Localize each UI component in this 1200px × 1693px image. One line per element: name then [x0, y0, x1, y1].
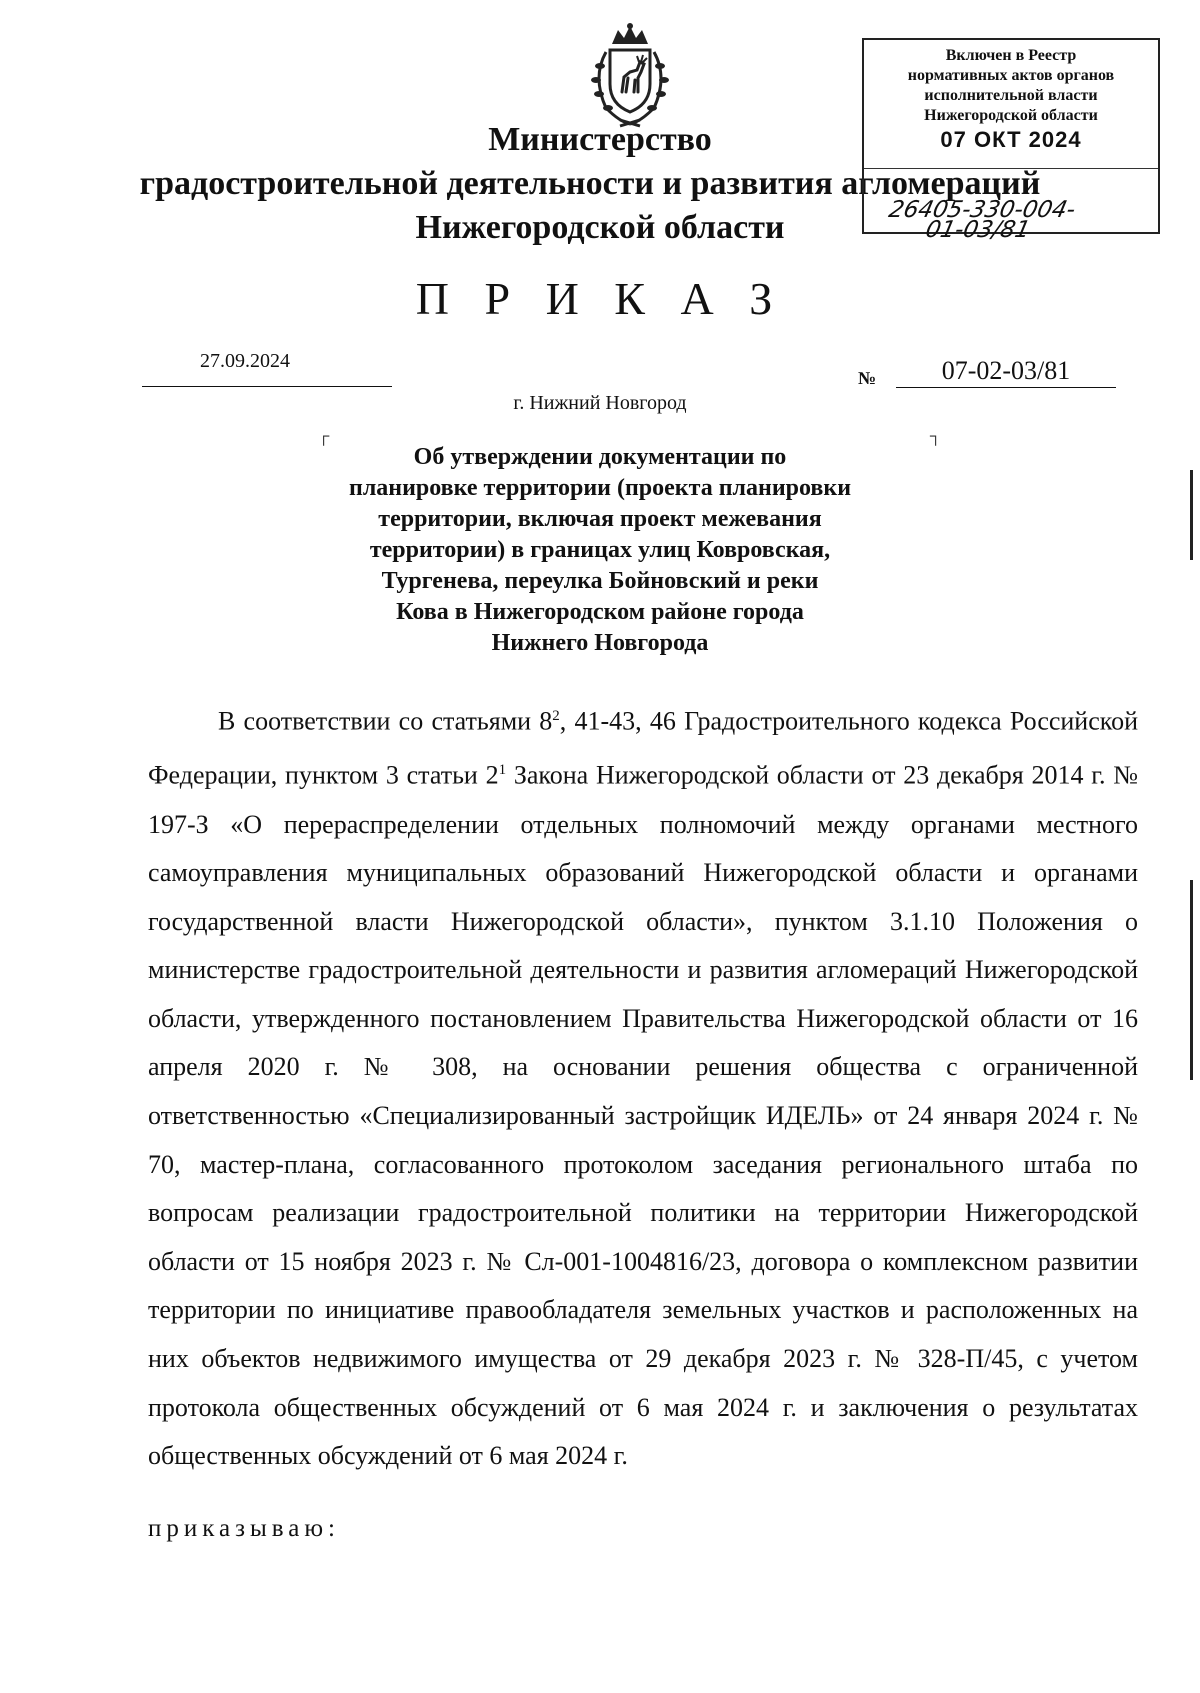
stamp-registration-number: 26405-330-004-01-03/81	[886, 197, 1078, 243]
subject-line: Об утверждении документации по	[413, 444, 787, 470]
body-text: Закона Нижегородской области от 23 декабря 2014 г. № 197-З «О перераспределении отдельных полномочий между органами местного самоуправления муниципальных образований Нижегородской области и органами государственной власти Нижегородской области», пунктом 3.1.10 Положения о министерстве градостроительной деятельности и развития агломераций Нижегородской области, утвержденного постановлением Правительства Нижегородской области от 16 апреля 2020 г. № 308, на основании решения общества с ограниченной ответственностью «Специализированный застройщик ИДЕЛЬ» от 24 января 2024 г. № 70, мастер-плана, согласованного протоколом заседания регионального штаба по вопросам реализации градостроительной политики на территории Нижегородской области от 15 ноября 2023 г. № Сл-001-1004816/23, договора о комплексном развитии территории по инициативе правообладателя земельных участков и расположенных на них объектов недвижимого имущества от 29 декабря 2023 г. № 328-П/45, с учетом протокола общественных обсуждений от 6 мая 2024 г. и заключения о результатах общественных обсуждений от 6 мая 2024 г.	[148, 760, 1138, 1471]
stamp-line2: нормативных актов органов	[907, 67, 1115, 84]
coat-of-arms-emblem	[580, 22, 680, 132]
document-city: г. Нижний Новгород	[513, 392, 687, 414]
stamp-date: 07 ОКТ 2024	[940, 127, 1082, 152]
subject-line: Нижнего Новгорода	[491, 630, 709, 656]
registry-stamp	[862, 38, 1160, 243]
subject-line: территории) в границах улиц Ковровская,	[369, 537, 831, 563]
stamp-divider	[864, 168, 1158, 169]
body-text: В соответствии со статьями 8	[218, 706, 553, 736]
subject-line: территории, включая проект межевания	[378, 506, 822, 532]
stamp-line1: Включен в Реестр	[945, 47, 1077, 64]
subject-line: планировке территории (проекта планировки	[348, 475, 852, 501]
scan-edge-mark	[1190, 880, 1193, 1080]
ministry-name-line2: градостроительной деятельности и развития агломераций	[139, 165, 1041, 202]
stamp-line3: исполнительной власти	[924, 87, 1098, 104]
order-word: приказываю:	[148, 1515, 340, 1542]
body-superscript: 1	[498, 762, 507, 779]
subject-line: Тургенева, переулка Бойновский и реки	[381, 568, 819, 594]
ministry-name-line3: Нижегородской области	[415, 209, 785, 246]
number-underline	[896, 387, 1116, 388]
body-paragraph	[148, 692, 1138, 1481]
document-date: 27.09.2024	[200, 350, 290, 372]
ministry-name-line1: Министерство	[488, 121, 712, 158]
scan-edge-mark	[1190, 470, 1193, 560]
subject-line: Кова в Нижегородском районе города	[396, 599, 804, 625]
date-underline	[142, 386, 392, 387]
document-type-title: П Р И К А З	[415, 273, 785, 324]
corner-mark-right: ┐	[930, 428, 942, 445]
corner-mark-left: ┌	[318, 428, 330, 445]
number-sign: №	[858, 368, 877, 388]
stamp-line4: Нижегородской области	[924, 107, 1098, 124]
document-subject	[300, 442, 900, 659]
document-number: 07-02-03/81	[941, 356, 1071, 385]
document-body	[148, 692, 1138, 1481]
body-text: , 41-43, 46 Градостроительного кодекса Российской Федерации, пунктом 3 статьи 2	[148, 706, 1138, 790]
body-superscript: 2	[552, 708, 560, 724]
